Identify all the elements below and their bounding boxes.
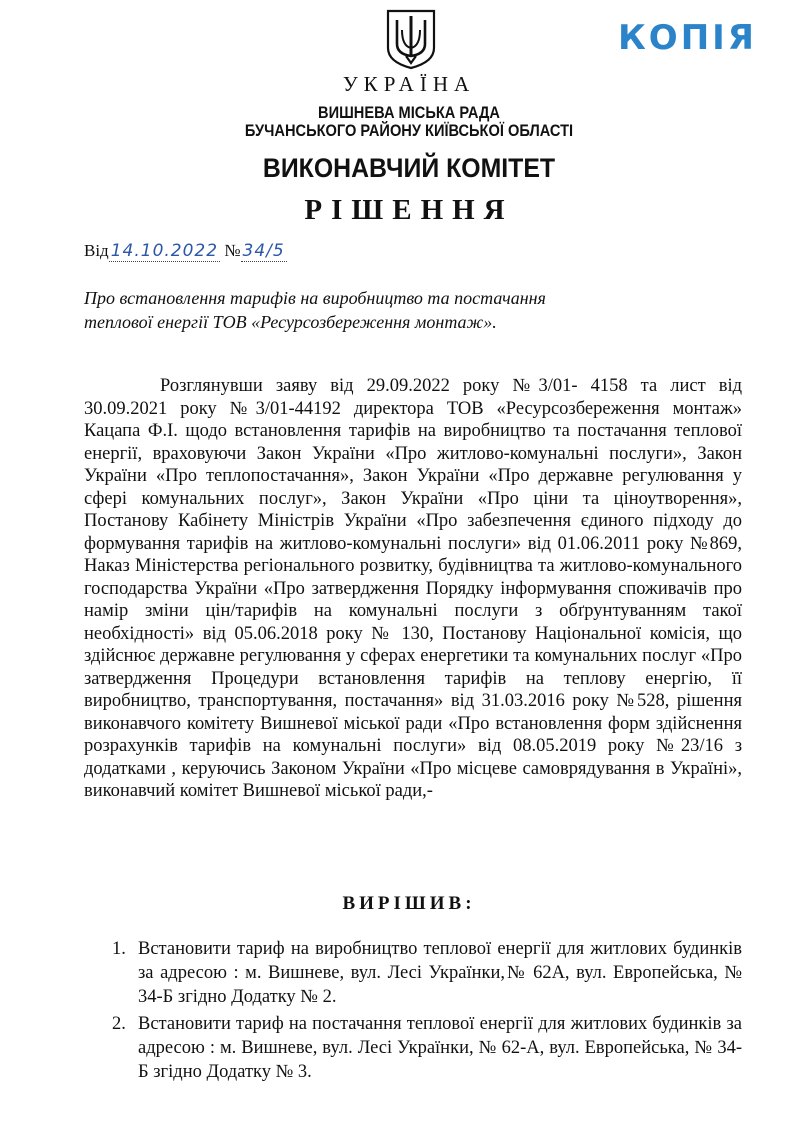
item-number: 2.: [112, 1014, 126, 1034]
resolution-item: [84, 1012, 742, 1084]
coat-of-arms-trident-icon: [384, 8, 438, 70]
resolution-item: [84, 937, 742, 1009]
item-text: Встановити тариф на постачання теплової енергії для житлових будинків за адресою : м. Вишневе, вул. Лесі Українки, № 62-А, вул. Европейська, № 34-Б згідно Додатку № 3.: [138, 1014, 742, 1082]
resolved-heading: ВИРІШИВ:: [342, 893, 476, 914]
handwritten-number: 34/5: [242, 241, 285, 261]
committee-title: ВИКОНАВЧИЙ КОМІТЕТ: [262, 153, 556, 183]
date-prefix: Від: [84, 241, 109, 260]
council-region: БУЧАНСЬКОГО РАЙОНУ КИЇВСЬКОЇ ОБЛАСТІ: [244, 121, 574, 140]
handwritten-date: 14.10.2022: [110, 241, 219, 261]
decision-subject: Про встановлення тарифів на виробництво та постачання теплової енергії ТОВ «Ресурсозбереження монтаж».: [84, 288, 546, 332]
item-number: 1.: [112, 939, 126, 959]
document-type-title: РІШЕННЯ: [304, 194, 514, 226]
preamble-paragraph: Розглянувши заяву від 29.09.2022 року №3/01- 4158 та лист від 30.09.2021 року №3/01-44192 директора ТОВ «Ресурсозбереження монтаж» Кацапа Ф.І. щодо встановлення тарифів на виробництво та постачання теплової енергії, враховуючи Закон України «Про житлово-комунальні послуги», Закон України «Про теплопостачання», Закон України «Про державне регулювання у сфері комунальних послуг», Закон України «Про ціни та ціноутворення», Постанову Кабінету Міністрів України «Про забезпечення єдиного підходу до формування тарифів на житлово-комунальні послуги» від 01.06.2011 року №869, Наказ Міністерства регіонального розвитку, будівництва та житлово-комунального господарства України «Про затвердження Порядку інформування споживачів про намір зміни цін/тарифів на комунальні послуги з обґрунтуванням такої необхідності» від 05.06.2018 року № 130, Постанову Національної комісія, що здійснює державне регулювання у сферах енергетики та комунальних послуг «Про затвердження Процедури встановлення тарифів на теплову енергію, її виробництво, транспортування, постачання» від 31.03.2016 року №528, рішення виконавчого комітету Вишневої міської ради «Про встановлення форм здійснення розрахунків тарифів на комунальні послуги» від 08.05.2019 року №23/16 з додатками , керуючись Законом України «Про місцеве самоврядування в Україні», виконавчий комітет Вишневої міської ради,-: [84, 376, 742, 801]
council-name: ВИШНЕВА МІСЬКА РАДА: [318, 103, 500, 122]
number-prefix: №: [224, 241, 241, 260]
copy-stamp: КОПІЯ: [618, 18, 757, 58]
country-name: УКРАЇНА: [342, 72, 476, 96]
date-number-line: [84, 241, 287, 262]
item-text: Встановити тариф на виробництво теплової енергії для житлових будинків за адресою : м. Вишневе, вул. Лесі Українки,№ 62А, вул. Европейська, № 34-Б згідно Додатку № 2.: [138, 939, 742, 1007]
resolution-items: [84, 937, 742, 1087]
